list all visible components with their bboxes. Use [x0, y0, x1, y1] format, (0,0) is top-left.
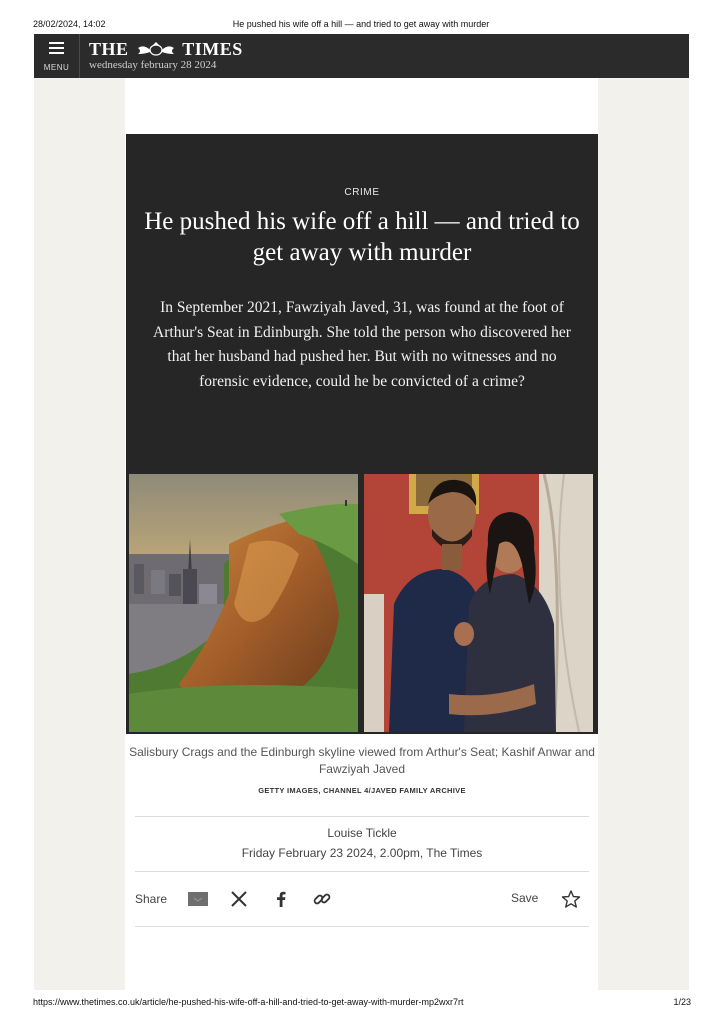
article-standfirst: In September 2021, Fawziyah Javed, 31, was found at the foot of Arthur's Seat in Edinburgh. She told the person who discovered her that her husband had pushed her. But with no witnesses and no forensic evidence, could he be convicted of a crime?	[153, 299, 571, 390]
masthead-logo[interactable]	[89, 39, 243, 60]
article-hero	[126, 134, 598, 734]
print-url: https://www.thetimes.co.uk/article/he-pushed-his-wife-off-a-hill-and-tried-to-get-away-with-murder-mp2wxr7rt	[33, 997, 464, 1007]
author-byline[interactable]: Louise Tickle	[327, 826, 397, 840]
masthead-date: wednesday february 28 2024	[89, 59, 217, 71]
link-icon[interactable]	[312, 889, 332, 909]
royal-crest-icon	[134, 42, 178, 56]
print-header	[0, 0, 722, 34]
save-button[interactable]: Save	[511, 891, 539, 905]
image-caption: Salisbury Crags and the Edinburgh skyline viewed from Arthur's Seat; Kashif Anwar and Fawziyah Javed	[129, 745, 595, 776]
hamburger-icon	[49, 42, 64, 54]
print-datetime: 28/02/2024, 14:02	[33, 19, 106, 29]
article-headline: He pushed his wife off a hill — and tried to get away with murder	[144, 208, 580, 266]
divider	[135, 871, 589, 872]
divider	[135, 926, 589, 927]
top-bar	[34, 34, 689, 78]
masthead-the: THE	[89, 39, 129, 59]
photo-couple	[364, 474, 593, 732]
facebook-icon[interactable]	[271, 889, 291, 909]
menu-button[interactable]	[34, 34, 80, 78]
publish-date: Friday February 23 2024, 2.00pm, The Times	[241, 846, 483, 860]
share-label: Share	[135, 892, 168, 906]
x-icon[interactable]	[229, 889, 249, 909]
left-gutter	[34, 78, 125, 990]
divider	[135, 816, 589, 817]
photo-salisbury-crags	[129, 474, 358, 732]
masthead-times: TIMES	[182, 39, 243, 59]
menu-label: MENU	[43, 63, 70, 72]
right-gutter	[598, 78, 689, 990]
email-icon[interactable]	[188, 889, 208, 909]
star-icon[interactable]	[561, 889, 581, 909]
print-page-number: 1/23	[673, 997, 691, 1007]
print-footer	[0, 994, 722, 1014]
image-credit: GETTY IMAGES, CHANNEL 4/JAVED FAMILY ARCHIVE	[258, 786, 466, 795]
section-label[interactable]: CRIME	[344, 187, 380, 198]
print-page-title: He pushed his wife off a hill — and tried to get away with murder	[232, 19, 490, 29]
